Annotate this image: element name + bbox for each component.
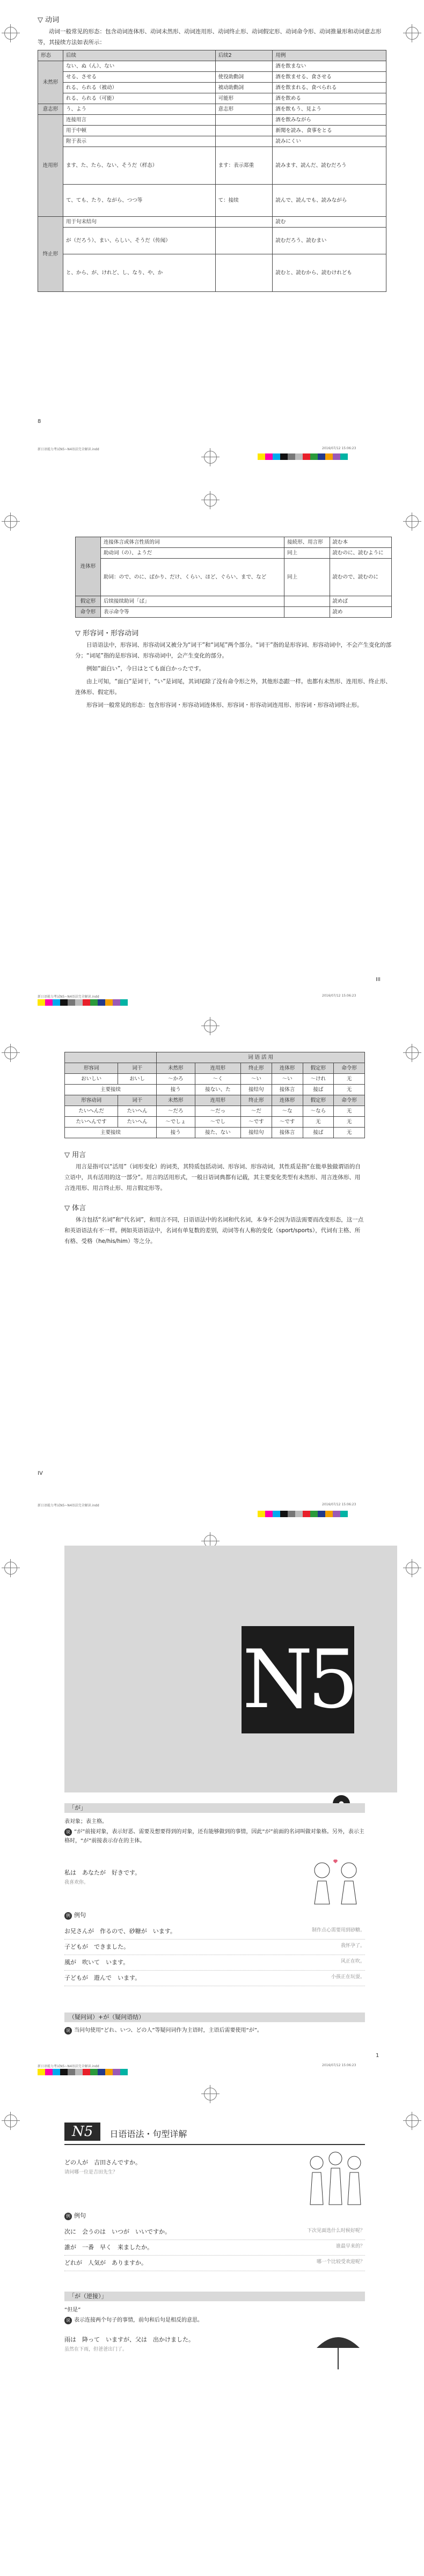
examples-list: [64, 1924, 365, 1986]
color-swatch: [265, 453, 273, 460]
list-item: 誰が 一番 早く 来ましたか。 谁最早来的？: [64, 2240, 365, 2256]
registration-mark: [4, 1046, 17, 1059]
color-swatch: [303, 1511, 310, 1517]
page-number: 8: [38, 419, 41, 425]
list-item: 子どもが 遊んで います。 小孩正在玩耍。: [64, 1971, 365, 1986]
table-row: 主要接续 接う 接た、ない 接结句 接体言 接ば 无: [65, 1128, 365, 1138]
registration-mark: [204, 494, 217, 507]
section-bar: 「が（逆接）」: [64, 2292, 365, 2301]
color-swatch: [83, 999, 90, 1006]
registration-mark: [204, 1020, 217, 1033]
adjective-conjugation-table: [64, 1052, 365, 1138]
table-row: たいへんだ たいへん ～だろ ～だっ ～だ ～な ～なら 无: [65, 1106, 365, 1117]
example-label: 例 例句: [64, 1911, 86, 1920]
n5-logo-text: N5: [242, 1633, 354, 1726]
table-row: 连用形 连接用言 酒を飲みながら: [38, 115, 386, 126]
paragraph: 体言包括“名词”和“代名词”，和用言不同，日语语法中的名词和代名词，本身不会因为语法需要而改变形态，这一点和英语语法有不一样。例如英语语法中，名词有单复数的差别，动词等有人称的变化（sport/sports），代词有主格、所有格、受格（he/his/him）等之分。: [64, 1217, 364, 1245]
color-swatch: [280, 453, 288, 460]
color-swatch: [53, 2069, 60, 2075]
table-row: おいしい おいし ～かろ ～く ～い ～い ～けれ 无: [65, 1074, 365, 1085]
table-header: 后续: [63, 50, 216, 61]
group-illustration: [301, 2147, 370, 2206]
table-header: 后续2: [215, 50, 273, 61]
color-swatch: [273, 1511, 280, 1517]
table-row: 助词：ので、のに、ばかり、だけ、くらい、ほど、ぐらい、まで、など 同上 読むので、読むのに: [76, 559, 392, 596]
page-1: [0, 0, 424, 483]
color-swatch: [120, 999, 128, 1006]
color-swatch: [288, 453, 295, 460]
verb-table-cont: [75, 537, 392, 618]
list-item: どれが 人気が ありますか。 哪一个比较受欢迎呢？: [64, 2256, 365, 2271]
color-swatch: [60, 999, 68, 1006]
registration-mark: [406, 2114, 419, 2127]
color-swatch: [68, 999, 75, 1006]
color-swatch: [105, 2069, 113, 2075]
table-row: 意志形 う、よう 意志形 酒を飲もう、見よう: [38, 104, 386, 115]
example-bullet-icon: 例: [64, 2213, 72, 2220]
table-row: 附于表示 読みにくい: [38, 136, 386, 147]
table-header: 形态: [38, 50, 63, 61]
registration-mark: [4, 515, 17, 528]
main-example: どの人が 吉田さんですか。 请问哪一位是吉田先生？: [64, 2159, 141, 2175]
registration-mark: [406, 27, 419, 40]
color-bars: [38, 2069, 128, 2075]
color-swatch: [280, 1511, 288, 1517]
table-header: 用例: [273, 50, 386, 61]
page-5: [0, 2077, 424, 2576]
color-swatch: [288, 1511, 295, 1517]
page-2: [0, 483, 424, 1009]
color-swatch: [98, 2069, 105, 2075]
table-row: 未然形 ない、ぬ（ん）、ない 酒を飲まない: [38, 61, 386, 72]
color-swatch: [90, 2069, 98, 2075]
color-swatch: [303, 453, 310, 460]
paragraph: 日语语法中，形容词、形容动词又被分为“词干”和“词尾”两个部分。“词干”指的是形容词、形容动词中，不会产生变化的部分；“词尾”指的是形容词、形容动词中，会产生变化的部分。: [75, 642, 392, 659]
subtitle: 表対象；表主格。: [64, 1819, 107, 1825]
n5-logo-block: [242, 1626, 354, 1733]
table-row: 形容词 词干 未然形 连用形 终止形 连体形 假定形 命令形: [65, 1063, 365, 1074]
list-item: 次に 会うのは いつが いいですか。 下次见面选什么时候好呢？: [64, 2224, 365, 2240]
page-number: 1: [376, 2053, 379, 2059]
registration-mark: [4, 1562, 17, 1575]
description: 说 “が”前接对象，表示好恶、需要及想要得到的对象，还有能够做到的事情，因此“が”前面的名词叫做对象格。另外，表示主格时，“が”前接表示存在的主体。: [64, 1829, 364, 1844]
paragraph: 由上可知，“面白”是词干，“い”是词尾，其词尾除了没有命令形之外，其他形态跟一样。也都有未然形、连用形、终止形、连体形、假定形。: [75, 678, 391, 696]
registration-mark: [406, 1562, 419, 1575]
color-swatch: [340, 1511, 348, 1517]
table-row: たいへんです たいへん ～でしょ ～でし ～です ～です 无 无: [65, 1117, 365, 1128]
color-swatch: [105, 999, 113, 1006]
color-swatch: [333, 1511, 340, 1517]
color-swatch: [120, 2069, 128, 2075]
print-slug-date: 2016/07/12 15:06:23: [322, 447, 356, 450]
color-swatch: [265, 1511, 273, 1517]
color-swatch: [333, 453, 340, 460]
color-swatch: [38, 2069, 45, 2075]
section-heading: ▽ 形容词・形容动词: [75, 630, 139, 638]
color-bars: [38, 999, 128, 1006]
chapter-title: 日语语法・句型详解: [109, 2129, 187, 2139]
table-row: 用于中顿 新聞を読み、食事をとる: [38, 126, 386, 136]
couple-illustration: [301, 1857, 370, 1905]
print-slug: 新日语能力考试N5~N4语法完全解读.indd: [38, 2065, 99, 2068]
section-bar: 「が」: [64, 1803, 365, 1813]
table-row: て、ても、たり、ながら、つつ等 て：接续 読んで、読んでも、読みながら: [38, 185, 386, 217]
color-swatch: [273, 453, 280, 460]
subtitle: “但是”: [64, 2307, 81, 2313]
table-row: 形容动词 词干 未然形 连用形 终止形 连体形 假定形 命令形: [65, 1095, 365, 1106]
print-slug: 新日语能力考试N5~N4语法完全解读.indd: [38, 995, 99, 999]
paragraph: 形容词一般常见的形态：包含形容词・形容动词连体形、形容词・形容动词连用形、形容词・形容动词终止形。: [86, 702, 363, 708]
print-slug-date: 2016/07/12 15:06:23: [322, 2063, 356, 2067]
color-swatch: [45, 999, 53, 1006]
table-row: 命令形 表示命令等 読め: [76, 607, 392, 618]
table-row: が（だろう）、まい、らしい、そうだ（传闻） 読むだろう、読むまい: [38, 228, 386, 254]
color-swatch: [90, 999, 98, 1006]
explain-bullet-icon: 说: [64, 1828, 72, 1836]
section-heading: ▽ 体言: [64, 1204, 86, 1212]
color-swatch: [113, 999, 120, 1006]
color-swatch: [113, 2069, 120, 2075]
page-number: IV: [38, 1470, 43, 1476]
explain-bullet-icon: 说: [64, 2317, 72, 2324]
table-row: せる、させる 使役助動詞 酒を飲ませる、食させる: [38, 72, 386, 83]
color-swatch: [325, 453, 333, 460]
color-swatch: [75, 999, 83, 1006]
umbrella-illustration: [311, 2329, 365, 2372]
table-row: 助动词（の）、ようだ 同上 読むのに、読むように: [76, 548, 392, 559]
color-swatch: [75, 2069, 83, 2075]
color-swatch: [38, 999, 45, 1006]
color-bars: [258, 1511, 348, 1517]
section-heading: ▽ 动词: [38, 16, 60, 24]
list-item: 子どもが できました。 我怀孕了。: [64, 1940, 365, 1955]
table-row: と、から、が、けれど、し、なり、や、か 読むと、読むから、読むけれども: [38, 254, 386, 292]
print-slug-date: 2016/07/12 15:06:23: [322, 1503, 356, 1506]
color-swatch: [310, 453, 318, 460]
page-3: [0, 1009, 424, 1524]
color-swatch: [340, 453, 348, 460]
print-slug-date: 2016/07/12 15:06:23: [322, 994, 356, 998]
color-swatch: [83, 2069, 90, 2075]
table-row: 终止形 用于句末结句 読む: [38, 217, 386, 228]
description: 说 当问句使用“どれ、いつ、どの人”等疑问词作为主语时，主语后需要使用“が”。: [64, 2026, 365, 2035]
color-swatch: [295, 453, 303, 460]
color-bars: [258, 453, 348, 460]
list-item: 風が 吹いて います。 风正在吹。: [64, 1955, 365, 1971]
print-slug: 新日语能力考试N5~N4语法完全解读.indd: [38, 448, 99, 451]
registration-mark: [4, 27, 17, 40]
color-swatch: [45, 2069, 53, 2075]
main-example: 私は あなたが 好きです。 我喜欢你。: [64, 1869, 141, 1885]
table-row: れる、られる（被动） 被动助動詞 酒を飲まれる、食べられる: [38, 83, 386, 93]
page-4: [0, 1524, 424, 2077]
registration-mark: [4, 2114, 17, 2127]
registration-mark: [406, 1046, 419, 1059]
color-swatch: [295, 1511, 303, 1517]
color-swatch: [98, 999, 105, 1006]
color-swatch: [53, 999, 60, 1006]
verb-table: [38, 50, 386, 292]
table-group-header: 词 语 活 用: [156, 1052, 364, 1063]
paragraph: 用言是指可以“活用”（词形变化）的词类，其特质包括动词、形容词、形容动词，其性质是指“在能单独做谓语的自立语中，具有活用的这一部分”。用言的活用形式，一般日语词典都有记载，其主要变化类型有未然形、用言连体形、用言连用形、用言终止形、用言假定形等。: [64, 1163, 361, 1191]
registration-mark: [406, 515, 419, 528]
example-bullet-icon: 例: [64, 1912, 72, 1920]
table-row: 假定形 后续接续助词「ば」 読めば: [76, 596, 392, 607]
color-swatch: [318, 1511, 325, 1517]
table-row: 连体形 连接体言或体言性质的词 接続形、用言形 読む本: [76, 537, 392, 548]
color-swatch: [258, 453, 265, 460]
section-bar: （疑问词）+が（疑问语结）: [64, 2012, 365, 2022]
color-swatch: [68, 2069, 75, 2075]
color-swatch: [310, 1511, 318, 1517]
examples-list: [64, 2224, 365, 2271]
main-example: 雨は 降って いますが、父は 出かけました。 虽然在下雨，但爸爸出门了。: [64, 2336, 194, 2352]
registration-mark: [204, 2088, 217, 2101]
color-swatch: [318, 453, 325, 460]
color-swatch: [60, 2069, 68, 2075]
example-label: 例 例句: [64, 2211, 86, 2220]
print-slug: 新日语能力考试N5~N4语法完全解读.indd: [38, 1504, 99, 1507]
chapter-header: [64, 2123, 365, 2145]
table-row: ます、た、たら、ない、そうだ（样态） ます：表示郑重 読みます、読んだ、読むだろう: [38, 147, 386, 185]
list-item: お兄さんが 作るので、砂糖が います。 制作点心需要用到砂糖。: [64, 1924, 365, 1940]
page-number: III: [376, 977, 381, 983]
table-row: れる、られる（可能） 可能形 酒を飲める: [38, 93, 386, 104]
color-swatch: [325, 1511, 333, 1517]
description: 说 表示连接两个句子的事情，前句和后句是相反的意思。: [64, 2316, 365, 2325]
explain-bullet-icon: 说: [64, 2027, 72, 2035]
intro-paragraph: 动词一般常见的形态：包含动词连体形、动词未然形、动词连用形、动词终止形、动词假定形、动词命令形、动词推量形和动词意志形等，其接续方法如表所示：: [38, 28, 382, 46]
table-row: 主要接续 接う 接ない、た 接结句 接体言 接ば 无: [65, 1085, 365, 1095]
n5-badge: N5: [64, 2123, 100, 2141]
section-heading: ▽ 用言: [64, 1151, 86, 1159]
color-swatch: [258, 1511, 265, 1517]
paragraph: 例如“面白い”，今日はとても面白かったです。: [86, 665, 205, 672]
registration-mark: [204, 451, 217, 464]
